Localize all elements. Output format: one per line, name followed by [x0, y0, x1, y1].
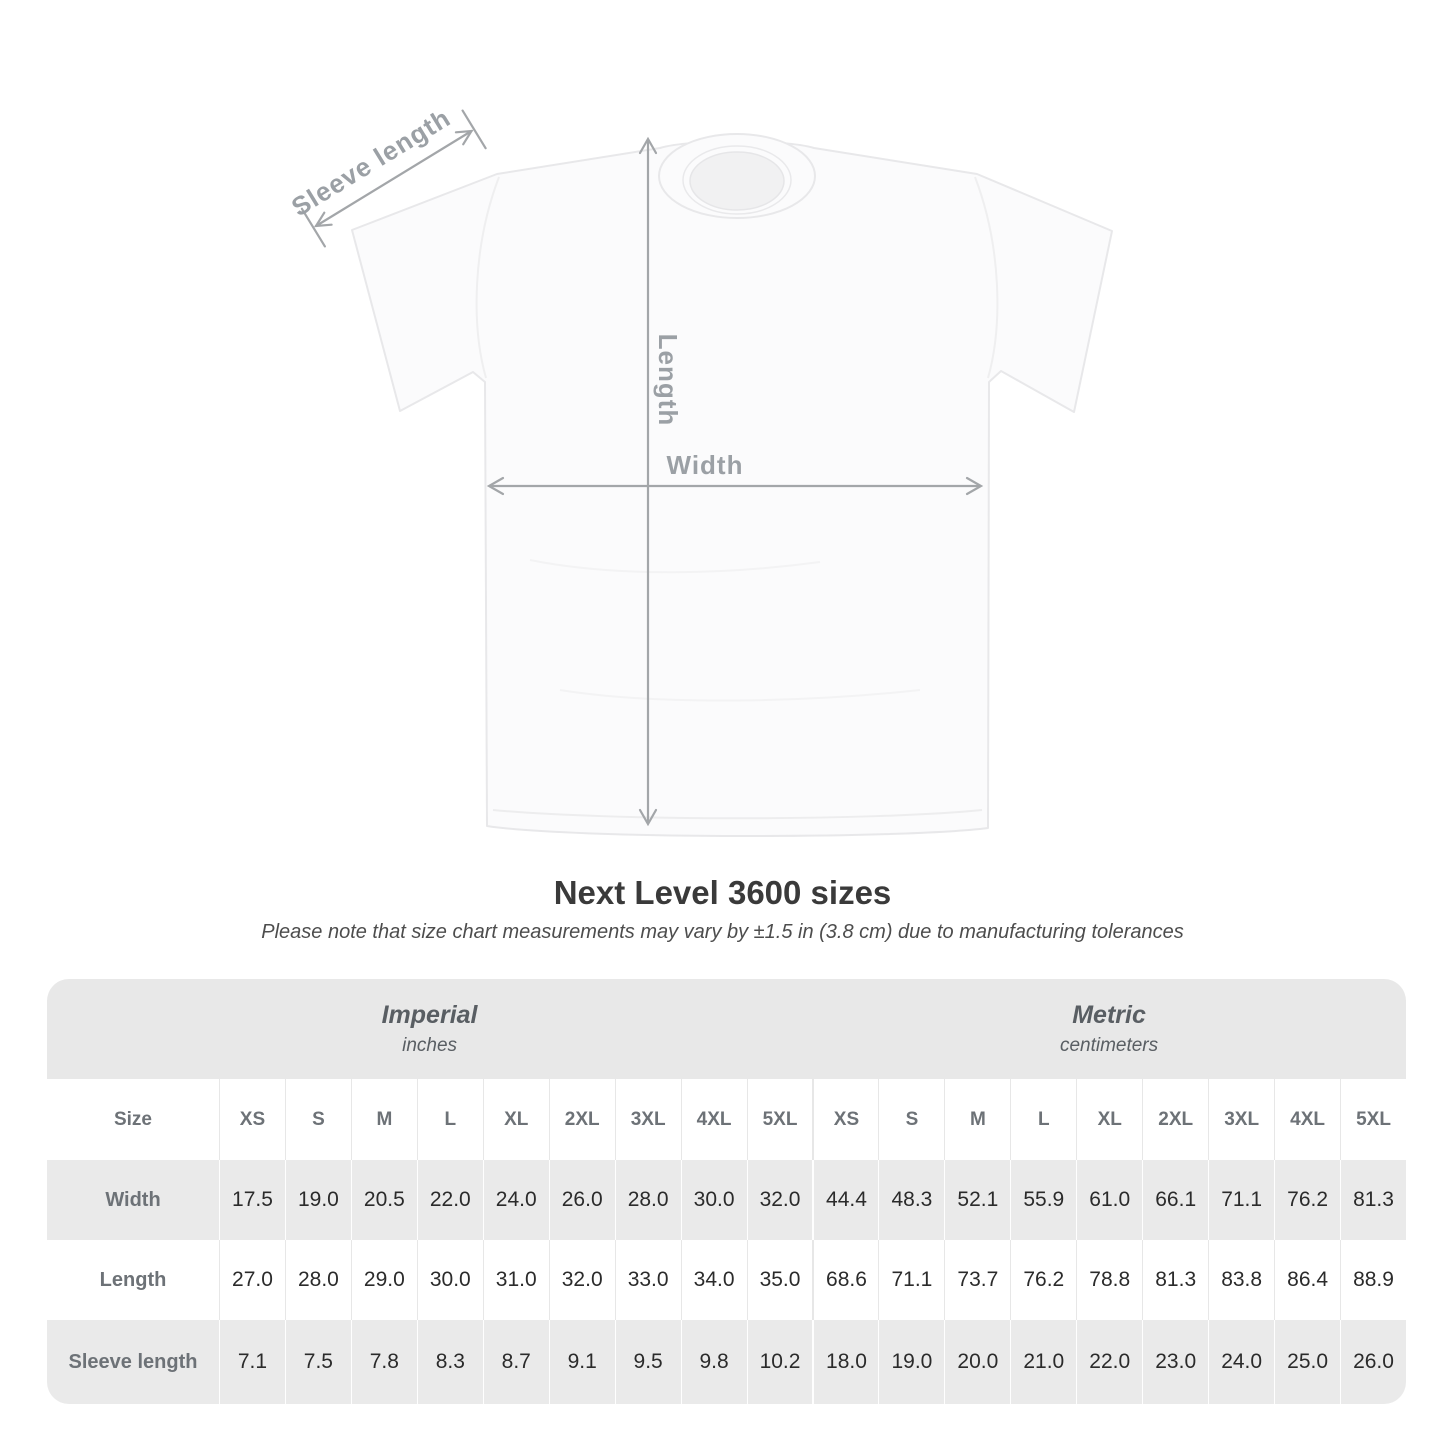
metric-group-header: [812, 979, 1406, 1079]
row-width-value: 30.0: [681, 1160, 747, 1240]
row-width-value: 76.2: [1274, 1160, 1340, 1240]
metric-group-title: Metric: [1072, 1001, 1146, 1029]
row-sleeve-length-value: 19.0: [878, 1320, 944, 1404]
size-table: [47, 979, 1406, 1404]
row-length-value: 86.4: [1274, 1240, 1340, 1320]
size-header-row-label: Size: [113, 1108, 153, 1130]
row-width-value: 71.1: [1208, 1160, 1274, 1240]
size-header-row-value: L: [417, 1079, 483, 1160]
row-sleeve-length-value: 22.0: [1076, 1320, 1142, 1404]
size-header-row-value: 5XL: [747, 1079, 813, 1160]
unit-group-header-row: [47, 979, 1406, 1079]
row-length: [47, 1240, 1406, 1320]
row-length-value: 30.0: [417, 1240, 483, 1320]
row-width-value: 17.5: [219, 1160, 285, 1240]
row-width-value: 61.0: [1076, 1160, 1142, 1240]
length-label: Length: [653, 333, 683, 427]
row-length-value: 83.8: [1208, 1240, 1274, 1320]
size-header-row-value: L: [1010, 1079, 1076, 1160]
row-sleeve-length-value: 9.8: [681, 1320, 747, 1404]
row-width-value: 19.0: [285, 1160, 351, 1240]
heading-block: [0, 874, 1445, 944]
row-length-value: 88.9: [1340, 1240, 1406, 1320]
collar-opening: [690, 152, 784, 210]
row-width-value: 48.3: [878, 1160, 944, 1240]
row-sleeve-length-value: 8.7: [483, 1320, 549, 1404]
row-width-value: 28.0: [615, 1160, 681, 1240]
row-sleeve-length-value: 10.2: [747, 1320, 813, 1404]
row-sleeve-length-value: 9.5: [615, 1320, 681, 1404]
row-sleeve-length: [47, 1320, 1406, 1404]
size-header-row-value: M: [351, 1079, 417, 1160]
size-header-row-value: 3XL: [1208, 1079, 1274, 1160]
row-sleeve-length-value: 21.0: [1010, 1320, 1076, 1404]
sleeve-length-label: Sleeve length: [286, 102, 456, 223]
row-width-label: Width: [105, 1188, 161, 1211]
tolerance-note: Please note that size chart measurements may vary by ±1.5 in (3.8 cm) due to manufacturing tolerances: [261, 921, 1184, 943]
size-header-row-value: XS: [219, 1079, 285, 1160]
row-length-value: 81.3: [1142, 1240, 1208, 1320]
size-table-rows: [47, 1079, 1406, 1404]
row-width-value: 32.0: [747, 1160, 813, 1240]
row-sleeve-length-value: 24.0: [1208, 1320, 1274, 1404]
row-width-value: 24.0: [483, 1160, 549, 1240]
row-sleeve-length-value: 7.1: [219, 1320, 285, 1404]
size-header-row-value: 2XL: [1142, 1079, 1208, 1160]
row-length-value: 35.0: [747, 1240, 813, 1320]
size-header-row-value: 3XL: [615, 1079, 681, 1160]
row-sleeve-length-value: 7.5: [285, 1320, 351, 1404]
row-width-value: 66.1: [1142, 1160, 1208, 1240]
imperial-group-title: Imperial: [381, 1001, 478, 1029]
row-width-value: 81.3: [1340, 1160, 1406, 1240]
row-width: [47, 1160, 1406, 1240]
row-sleeve-length-label: Sleeve length: [68, 1350, 198, 1373]
row-sleeve-length-value: 20.0: [944, 1320, 1010, 1404]
row-length-value: 34.0: [681, 1240, 747, 1320]
row-width-value: 55.9: [1010, 1160, 1076, 1240]
size-header-row: [47, 1079, 1406, 1160]
row-width-value: 22.0: [417, 1160, 483, 1240]
row-length-value: 73.7: [944, 1240, 1010, 1320]
row-length-value: 68.6: [812, 1240, 878, 1320]
row-length-value: 76.2: [1010, 1240, 1076, 1320]
row-length-value: 31.0: [483, 1240, 549, 1320]
width-label: Width: [666, 450, 744, 480]
size-header-row-value: XS: [812, 1079, 878, 1160]
row-sleeve-length-value: 25.0: [1274, 1320, 1340, 1404]
imperial-group-header: [47, 979, 812, 1079]
row-sleeve-length-value: 7.8: [351, 1320, 417, 1404]
size-header-row-value: XL: [483, 1079, 549, 1160]
size-header-row-value: S: [878, 1079, 944, 1160]
row-width-value: 52.1: [944, 1160, 1010, 1240]
tshirt-body: [352, 141, 1112, 836]
size-header-row-value: 4XL: [1274, 1079, 1340, 1160]
row-length-value: 33.0: [615, 1240, 681, 1320]
size-header-row-value: 5XL: [1340, 1079, 1406, 1160]
row-sleeve-length-value: 9.1: [549, 1320, 615, 1404]
size-header-row-value: XL: [1076, 1079, 1142, 1160]
row-width-value: 26.0: [549, 1160, 615, 1240]
size-header-row-value: 2XL: [549, 1079, 615, 1160]
row-sleeve-length-value: 18.0: [812, 1320, 878, 1404]
row-length-value: 71.1: [878, 1240, 944, 1320]
row-length-value: 28.0: [285, 1240, 351, 1320]
size-header-row-value: S: [285, 1079, 351, 1160]
imperial-group-unit: inches: [402, 1035, 458, 1056]
row-length-value: 29.0: [351, 1240, 417, 1320]
size-header-row-value: 4XL: [681, 1079, 747, 1160]
row-length-value: 27.0: [219, 1240, 285, 1320]
row-sleeve-length-value: 23.0: [1142, 1320, 1208, 1404]
metric-group-unit: centimeters: [1059, 1035, 1159, 1056]
size-header-row-value: M: [944, 1079, 1010, 1160]
row-length-value: 32.0: [549, 1240, 615, 1320]
row-length-label: Length: [99, 1268, 167, 1291]
page-title: Next Level 3600 sizes: [553, 874, 892, 911]
row-sleeve-length-value: 8.3: [417, 1320, 483, 1404]
row-length-value: 78.8: [1076, 1240, 1142, 1320]
row-width-value: 20.5: [351, 1160, 417, 1240]
row-width-value: 44.4: [812, 1160, 878, 1240]
row-sleeve-length-value: 26.0: [1340, 1320, 1406, 1404]
